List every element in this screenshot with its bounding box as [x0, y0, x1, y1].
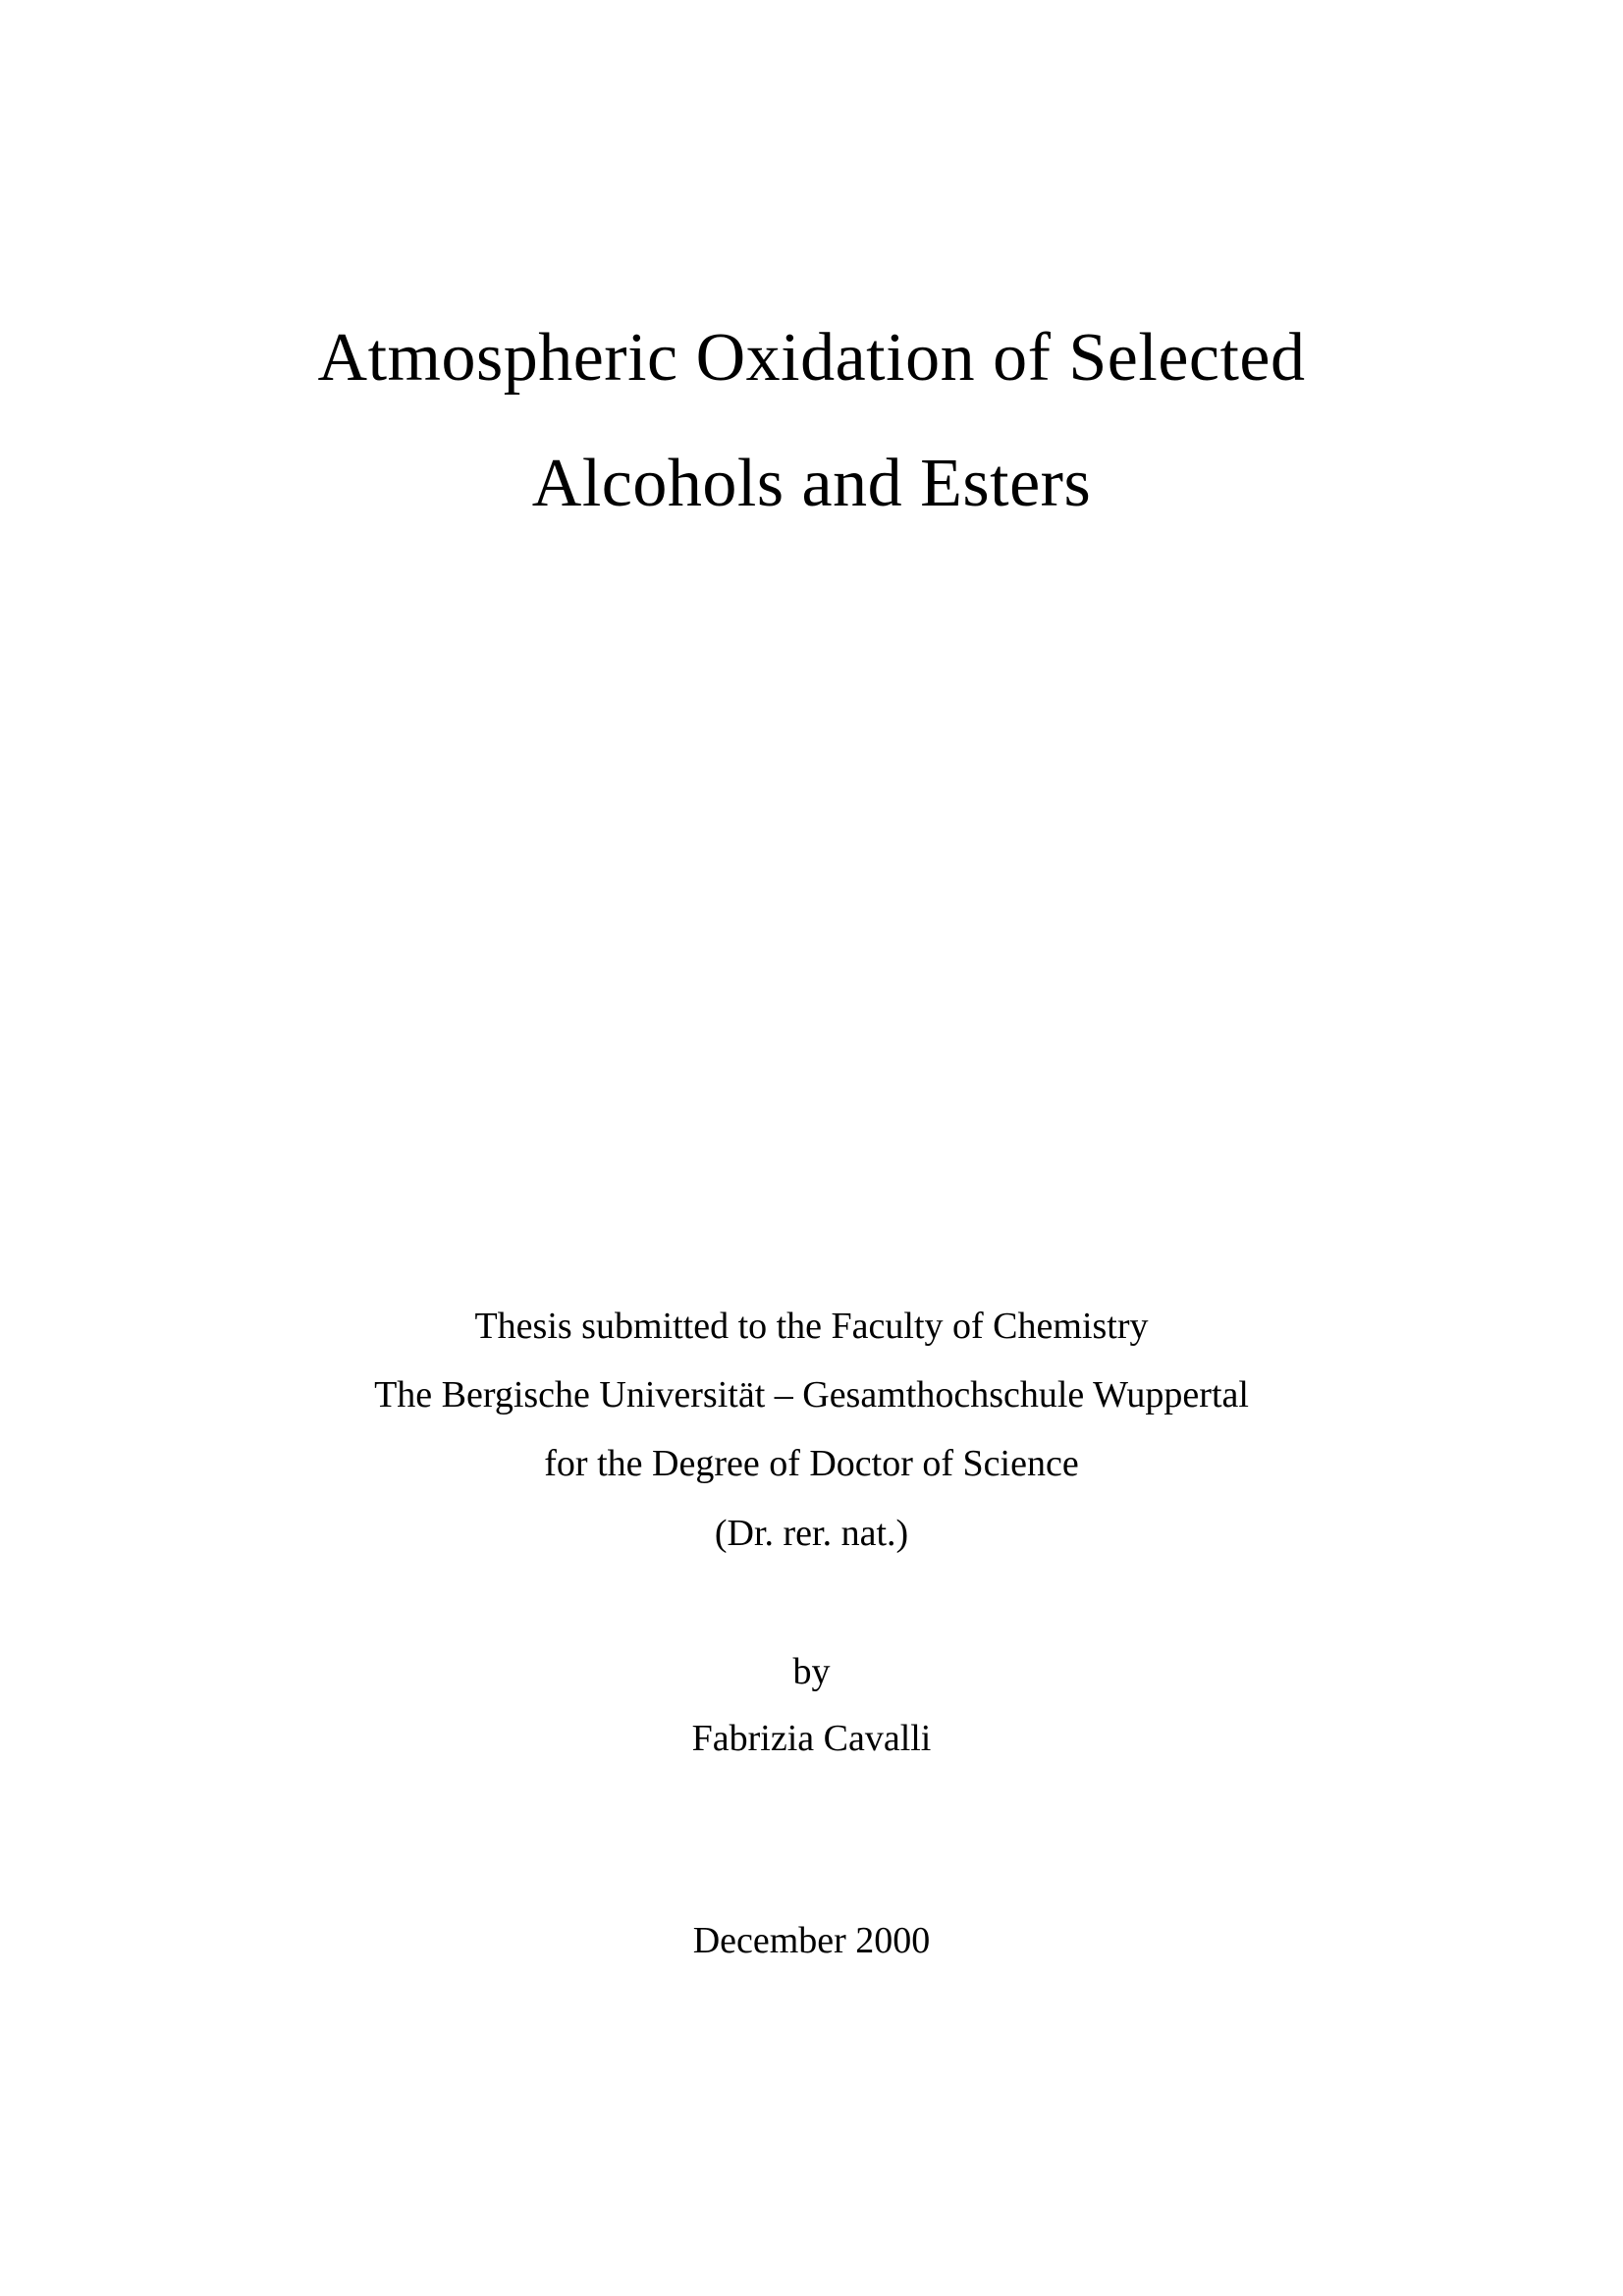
author-name: Fabrizia Cavalli: [691, 1718, 932, 1759]
thesis-title-line-1: Atmospheric Oxidation of Selected: [317, 320, 1306, 396]
by-label: by: [792, 1651, 831, 1692]
submission-statement-line-1: Thesis submitted to the Faculty of Chemistry: [474, 1306, 1149, 1347]
submission-date: December 2000: [692, 1920, 931, 1961]
submission-statement-line-3: for the Degree of Doctor of Science: [544, 1443, 1079, 1484]
degree-abbreviation: (Dr. rer. nat.): [714, 1513, 909, 1554]
submission-statement-line-2: The Bergische Universität – Gesamthochschule Wuppertal: [374, 1374, 1249, 1415]
thesis-title-line-2: Alcohols and Esters: [531, 446, 1092, 521]
